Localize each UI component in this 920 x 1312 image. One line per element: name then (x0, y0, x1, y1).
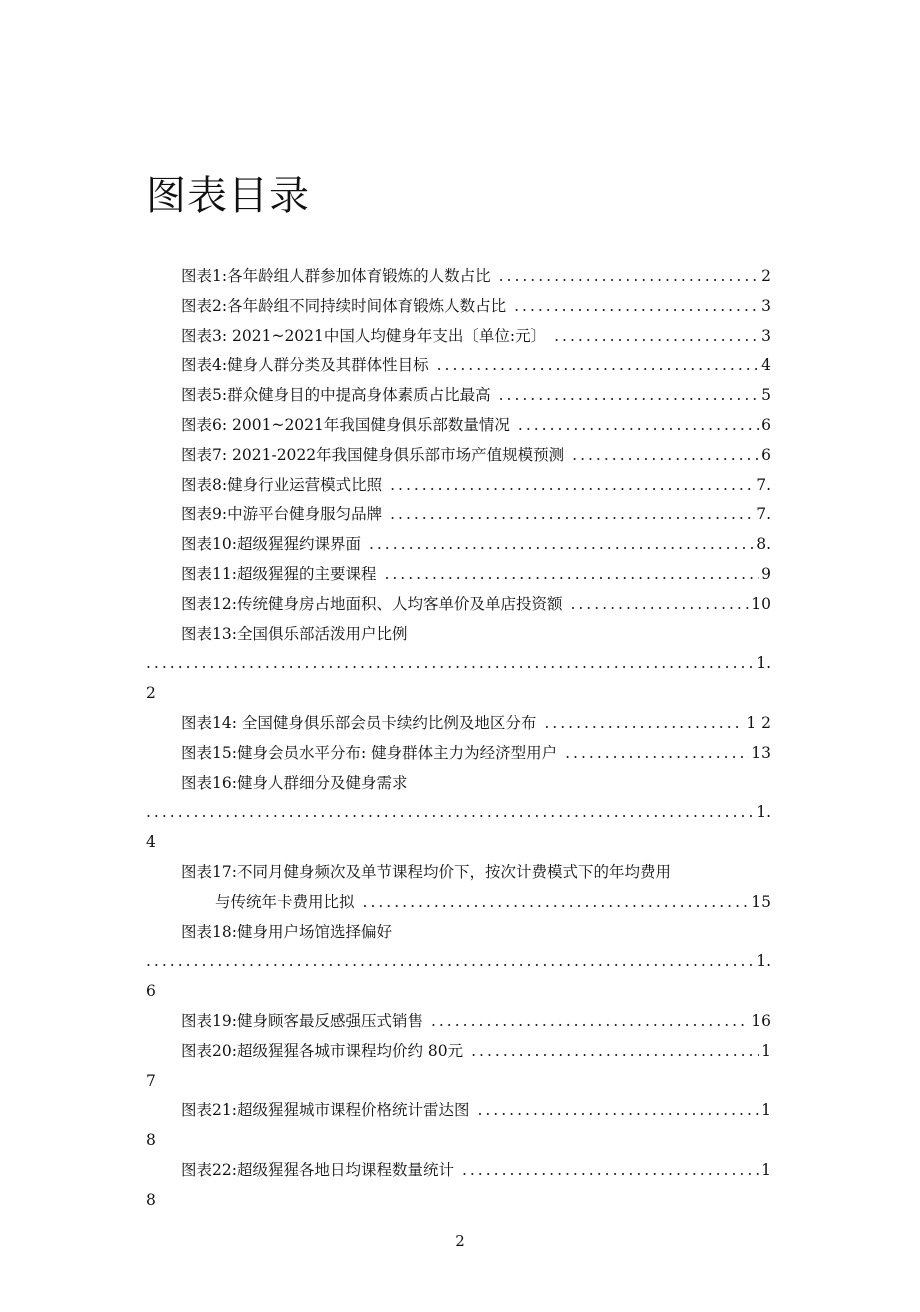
toc-leader-dots (146, 798, 754, 828)
toc-entry-page-wrap: 2 (146, 684, 156, 703)
toc-entry-page: 3 (761, 326, 771, 345)
toc-leader-dots (477, 1096, 759, 1126)
toc-leader-dots (471, 1037, 759, 1067)
toc-entry-page: 6 (761, 415, 771, 434)
toc-entry-continuation: 与传统年卡费用比拟 (215, 892, 355, 911)
toc-leader-dots (572, 441, 759, 471)
toc-entry-page: 1 (761, 1101, 771, 1120)
toc-entry[interactable] (0, 441, 920, 471)
toc-leader-dots (462, 1156, 759, 1186)
toc-entry-page: 15 (751, 892, 771, 911)
toc-entry-label: 图表18:健身用户场馆选择偏好 (181, 922, 392, 941)
toc-entry-label: 图表13:全国俱乐部活泼用户比例 (181, 624, 408, 643)
toc-entry-page: 13 (751, 743, 771, 762)
toc-entry-label: 图表16:健身人群细分及健身需求 (181, 773, 408, 792)
toc-entry-page: 7. (756, 475, 771, 494)
toc-entry-label: 图表2:各年龄组不同持续时间体育锻炼人数占比 (181, 296, 507, 315)
toc-entry-page: 1. (756, 654, 771, 673)
toc-leader-dots (499, 262, 760, 292)
toc-entry[interactable] (0, 590, 920, 620)
toc-entry-page: 6 (761, 445, 771, 464)
toc-leader-dots (544, 709, 744, 739)
toc-entry-label: 图表10:超级猩猩约课界面 (181, 535, 361, 554)
toc-entry[interactable] (0, 322, 920, 352)
toc-list (0, 262, 920, 1216)
toc-entry-label: 图表5:群众健身目的中提高身体素质占比最高 (181, 386, 491, 405)
toc-entry-page: 9 (761, 564, 771, 583)
toc-entry[interactable] (0, 1007, 920, 1037)
toc-entry-label: 图表20:超级猩猩各城市课程均价约 80元 (181, 1041, 464, 1060)
toc-entry-page-wrap: 8 (146, 1131, 156, 1150)
toc-entry[interactable] (0, 411, 920, 441)
toc-entry[interactable] (0, 500, 920, 530)
toc-entry[interactable] (0, 351, 920, 381)
page-title: 图表目录 (146, 173, 310, 219)
toc-entry-label: 图表4:健身人群分类及其群体性目标 (181, 356, 429, 375)
toc-leader-dots (431, 1007, 749, 1037)
toc-entry-page: 1 2 (746, 713, 771, 732)
toc-entry-page: 10 (751, 594, 771, 613)
toc-leader-dots (554, 322, 759, 352)
toc-entry-label: 图表19:健身顾客最反感强压式销售 (181, 1011, 423, 1030)
toc-entry-label: 图表21:超级猩猩城市课程价格统计雷达图 (181, 1101, 470, 1120)
toc-entry-label: 图表12:传统健身房占地面积、人均客单价及单店投资额 (181, 594, 563, 613)
toc-leader-dots (363, 888, 750, 918)
toc-entry-label: 图表1:各年龄组人群参加体育锻炼的人数占比 (181, 267, 491, 285)
toc-entry-page: 7. (756, 505, 771, 524)
toc-entry[interactable] (0, 1096, 920, 1156)
toc-entry-page: 2 (761, 267, 771, 285)
toc-entry[interactable] (0, 262, 920, 292)
toc-leader-dots (369, 530, 754, 560)
toc-leader-dots (390, 471, 754, 501)
toc-entry-page: 3 (761, 296, 771, 315)
toc-entry-page: 1. (756, 803, 771, 822)
toc-entry[interactable] (0, 381, 920, 411)
toc-leader-dots (514, 292, 759, 322)
toc-leader-dots (570, 590, 749, 620)
toc-entry-label: 图表17:不同月健身频次及单节课程均价下，按次计费模式下的年均费用 (181, 862, 671, 881)
toc-entry-page-wrap: 7 (146, 1071, 156, 1090)
toc-entry-label: 图表6: 2001~2021年我国健身俱乐部数量情况 (181, 415, 510, 434)
toc-entry[interactable] (0, 620, 920, 709)
toc-entry[interactable] (0, 471, 920, 501)
toc-leader-dots (437, 351, 760, 381)
toc-entry[interactable] (0, 292, 920, 322)
toc-entry[interactable] (0, 1156, 920, 1216)
toc-entry-page: 8. (756, 535, 771, 554)
toc-leader-dots (499, 381, 760, 411)
page-number: 2 (455, 1232, 465, 1250)
toc-leader-dots (146, 649, 754, 679)
toc-entry-label: 图表7: 2021-2022年我国健身俱乐部市场产值规模预测 (181, 445, 565, 464)
toc-entry[interactable] (0, 739, 920, 769)
toc-entry-label: 图表11:超级猩猩的主要课程 (181, 564, 377, 583)
toc-entry-page: 16 (751, 1011, 771, 1030)
toc-entry-page: 1 (761, 1160, 771, 1179)
toc-entry-label: 图表8:健身行业运营模式比照 (181, 475, 383, 494)
toc-entry[interactable] (0, 709, 920, 739)
toc-entry-page: 5 (761, 386, 771, 405)
toc-leader-dots (146, 947, 754, 977)
toc-entry-page-wrap: 8 (146, 1190, 156, 1209)
toc-entry[interactable] (0, 769, 920, 858)
toc-leader-dots (565, 739, 749, 769)
toc-leader-dots (518, 411, 759, 441)
toc-entry-page: 4 (761, 356, 771, 375)
toc-entry[interactable] (0, 918, 920, 1007)
toc-entry-page-wrap: 4 (146, 833, 156, 852)
toc-entry-label: 图表15:健身会员水平分布: 健身群体主力为经济型用户 (181, 743, 558, 762)
toc-entry-label: 图表14: 全国健身俱乐部会员卡续约比例及地区分布 (181, 713, 537, 732)
toc-entry-page-wrap: 6 (146, 982, 156, 1001)
toc-entry[interactable] (0, 1037, 920, 1097)
toc-leader-dots (390, 500, 754, 530)
toc-leader-dots (384, 560, 759, 590)
toc-entry[interactable] (0, 530, 920, 560)
toc-entry[interactable] (0, 858, 920, 918)
toc-entry-label: 图表3: 2021~2021中国人均健身年支出〔单位:元〕 (181, 326, 547, 345)
toc-entry[interactable] (0, 560, 920, 590)
toc-entry-page: 1 (761, 1041, 771, 1060)
toc-entry-label: 图表9:中游平台健身服匀品牌 (181, 505, 383, 524)
toc-entry-label: 图表22:超级猩猩各地日均课程数量统计 (181, 1160, 454, 1179)
toc-entry-page: 1. (756, 952, 771, 971)
